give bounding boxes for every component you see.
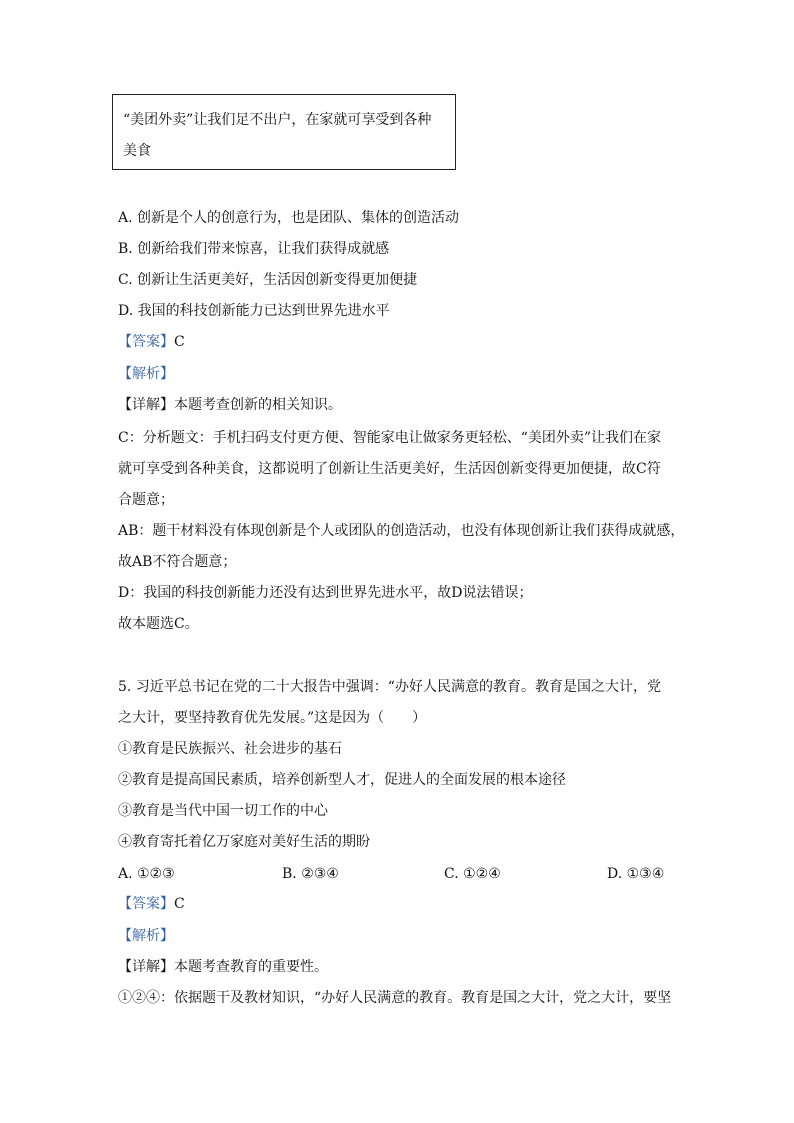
- q4-explanation-line: 合题意；: [118, 492, 174, 508]
- answer-value: C: [174, 334, 185, 350]
- q4-explanation-line: AB：题干材料没有体现创新是个人或团队的创造活动，也没有体现创新让我们获得成就感，: [118, 523, 685, 539]
- q5-detail: 【详解】本题考查教育的重要性。: [118, 959, 328, 975]
- q4-explanation-line: 故AB不符合题意；: [118, 554, 237, 570]
- q4-explanation-line: C：分析题文：手机扫码支付更方便、智能家电让做家务更轻松、“美团外卖”让我们在家: [118, 430, 662, 446]
- q5-stem-line: 5. 习近平总书记在党的二十大报告中强调：“办好人民满意的教育。教育是国之大计，党: [118, 679, 661, 695]
- answer-value: C: [174, 896, 185, 912]
- answer-tag: 【答案】: [118, 896, 174, 912]
- q4-option-d: D. 我国的科技创新能力已达到世界先进水平: [118, 303, 390, 319]
- q5-answer: [118, 894, 185, 914]
- q4-conclusion: 故本题选C。: [118, 616, 199, 632]
- q5-choice-a: A. ①②③: [118, 866, 175, 882]
- q5-choice-d: D. ①③④: [607, 866, 665, 882]
- q4-option-b: B. 创新给我们带来惊喜，让我们获得成就感: [118, 241, 390, 257]
- q5-stem-line: 之大计，要坚持教育优先发展。”这是因为（ ）: [118, 710, 427, 726]
- q5-statement-2: ②教育是提高国民素质，培养创新型人才，促进人的全面发展的根本途径: [118, 772, 566, 788]
- material-text: “美团外卖”让我们足不出户，在家就可享受到各种美食: [123, 112, 432, 159]
- q5-choice-b: B. ②③④: [282, 866, 339, 882]
- q4-explanation-line: D：我国的科技创新能力还没有达到世界先进水平，故D说法错误；: [118, 585, 533, 601]
- analysis-tag: 【解析】: [118, 928, 174, 944]
- analysis-tag: 【解析】: [118, 366, 174, 382]
- q4-explanation-line: 就可享受到各种美食，这都说明了创新让生活更美好，生活因创新变得更加便捷，故C符: [118, 461, 661, 477]
- q4-option-a: A. 创新是个人的创意行为，也是团队、集体的创造活动: [118, 210, 460, 226]
- q4-analysis-tag: [118, 364, 174, 384]
- q4-detail: 【详解】本题考查创新的相关知识。: [118, 397, 342, 413]
- q5-statement-1: ①教育是民族振兴、社会进步的基石: [118, 741, 342, 757]
- q5-choice-c: C. ①②④: [444, 866, 501, 882]
- answer-tag: 【答案】: [118, 334, 174, 350]
- q5-analysis-tag: [118, 926, 174, 946]
- q5-explanation-line: ①②④：依据题干及教材知识，“办好人民满意的教育。教育是国之大计，党之大计，要坚: [118, 990, 672, 1006]
- q5-statement-3: ③教育是当代中国一切工作的中心: [118, 803, 328, 819]
- q4-answer: [118, 332, 185, 352]
- material-box: [112, 94, 456, 170]
- q5-statement-4: ④教育寄托着亿万家庭对美好生活的期盼: [118, 834, 370, 850]
- q4-option-c: C. 创新让生活更美好，生活因创新变得更加便捷: [118, 272, 418, 288]
